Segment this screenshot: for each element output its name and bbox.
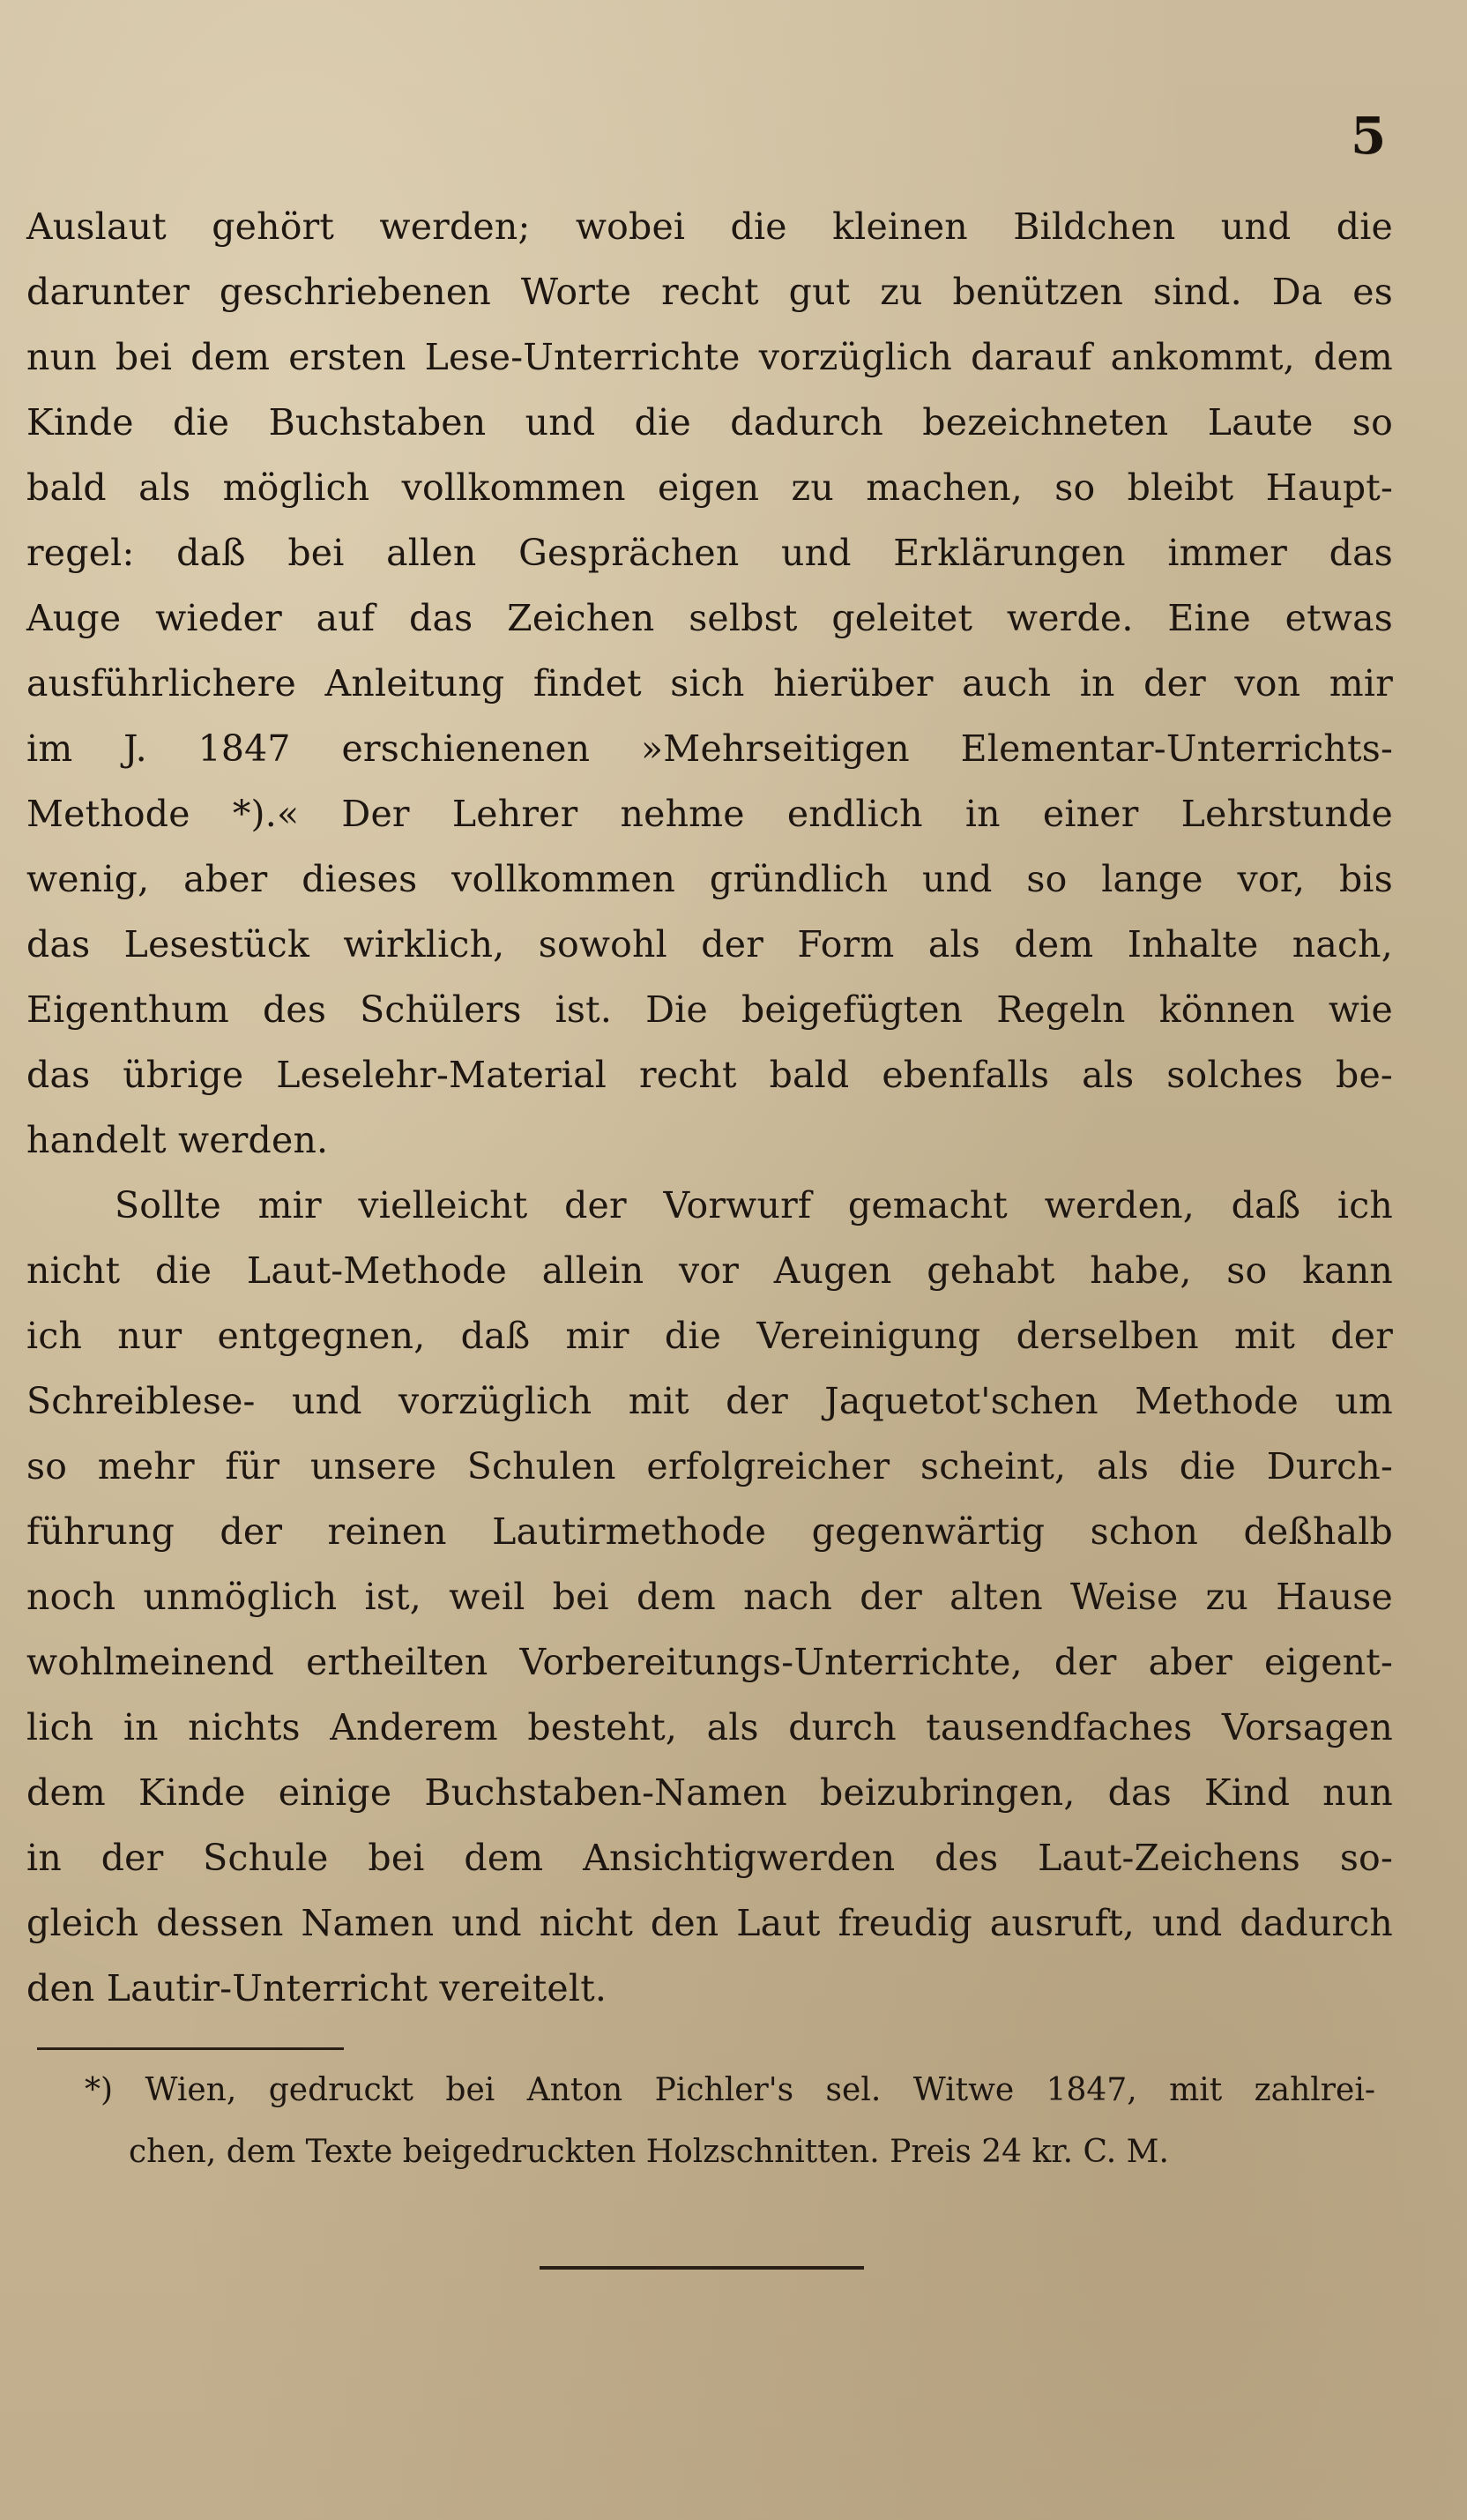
text-line: das Lesestück wirklich, sowohl der Form als dem Inhalte nach, [26,923,1393,966]
text-line: handelt werden. [26,1119,329,1161]
text-line: so mehr für unsere Schulen erfolgreicher scheint, als die Durch- [26,1445,1393,1487]
text-line: nicht die Laut-Methode allein vor Augen gehabt habe, so kann [26,1249,1393,1292]
text-line: regel: daß bei allen Gesprächen und Erklärungen immer das [26,532,1393,574]
text-line: Kinde die Buchstaben und die dadurch bezeichneten Laute so [26,401,1393,444]
footnote-divider [37,2047,344,2050]
text-line: den Lautir-Unterricht vereitelt. [26,1967,607,2009]
text-line: nun bei dem ersten Lese-Unterrichte vorzüglich darauf ankommt, dem [26,336,1393,378]
section-end-rule [540,2266,864,2270]
footnote-line: *) Wien, gedruckt bei Anton Pichler's sel. Witwe 1847, mit zahlrei- [85,2072,1375,2108]
text-line: Methode *).« Der Lehrer nehme endlich in einer Lehrstunde [26,793,1393,835]
text-line: gleich dessen Namen und nicht den Laut freudig ausruft, und dadurch [26,1902,1393,1944]
text-line: Schreiblese- und vorzüglich mit der Jaquetot'schen Methode um [26,1380,1393,1422]
text-line: darunter geschriebenen Worte recht gut zu benützen sind. Da es [26,271,1393,313]
page-number: 5 [1351,106,1387,166]
text-line: im J. 1847 erschienenen »Mehrseitigen Elementar-Unterrichts- [26,727,1393,770]
text-line: in der Schule bei dem Ansichtigwerden des Laut-Zeichens so- [26,1837,1393,1879]
text-line: noch unmöglich ist, weil bei dem nach der alten Weise zu Hause [26,1576,1393,1618]
text-line: ausführlichere Anleitung findet sich hierüber auch in der von mir [26,662,1393,705]
text-line: Auge wieder auf das Zeichen selbst geleitet werde. Eine etwas [26,597,1393,639]
text-line: bald als möglich vollkommen eigen zu machen, so bleibt Haupt- [26,466,1393,509]
text-line: wenig, aber dieses vollkommen gründlich und so lange vor, bis [26,858,1393,900]
footnote [35,2060,1375,2183]
text-line: das übrige Leselehr-Material recht bald ebenfalls als solches be- [26,1054,1393,1096]
text-line: Eigenthum des Schülers ist. Die beigefügten Regeln können wie [26,988,1393,1031]
footnote-line: chen, dem Texte beigedruckten Holzschnitten. Preis 24 kr. C. M. [129,2134,1169,2170]
text-line: wohlmeinend ertheilten Vorbereitungs-Unterrichte, der aber eigent- [26,1641,1393,1683]
body-text [26,194,1393,2021]
text-line: führung der reinen Lautirmethode gegenwärtig schon deßhalb [26,1510,1393,1553]
text-line: dem Kinde einige Buchstaben-Namen beizubringen, das Kind nun [26,1771,1393,1814]
text-line: ich nur entgegnen, daß mir die Vereinigung derselben mit der [26,1315,1393,1357]
text-line: lich in nichts Anderem besteht, als durch tausendfaches Vorsagen [26,1706,1393,1748]
text-line: Auslaut gehört werden; wobei die kleinen Bildchen und die [26,205,1393,248]
text-line: Sollte mir vielleicht der Vorwurf gemacht werden, daß ich [115,1184,1393,1226]
